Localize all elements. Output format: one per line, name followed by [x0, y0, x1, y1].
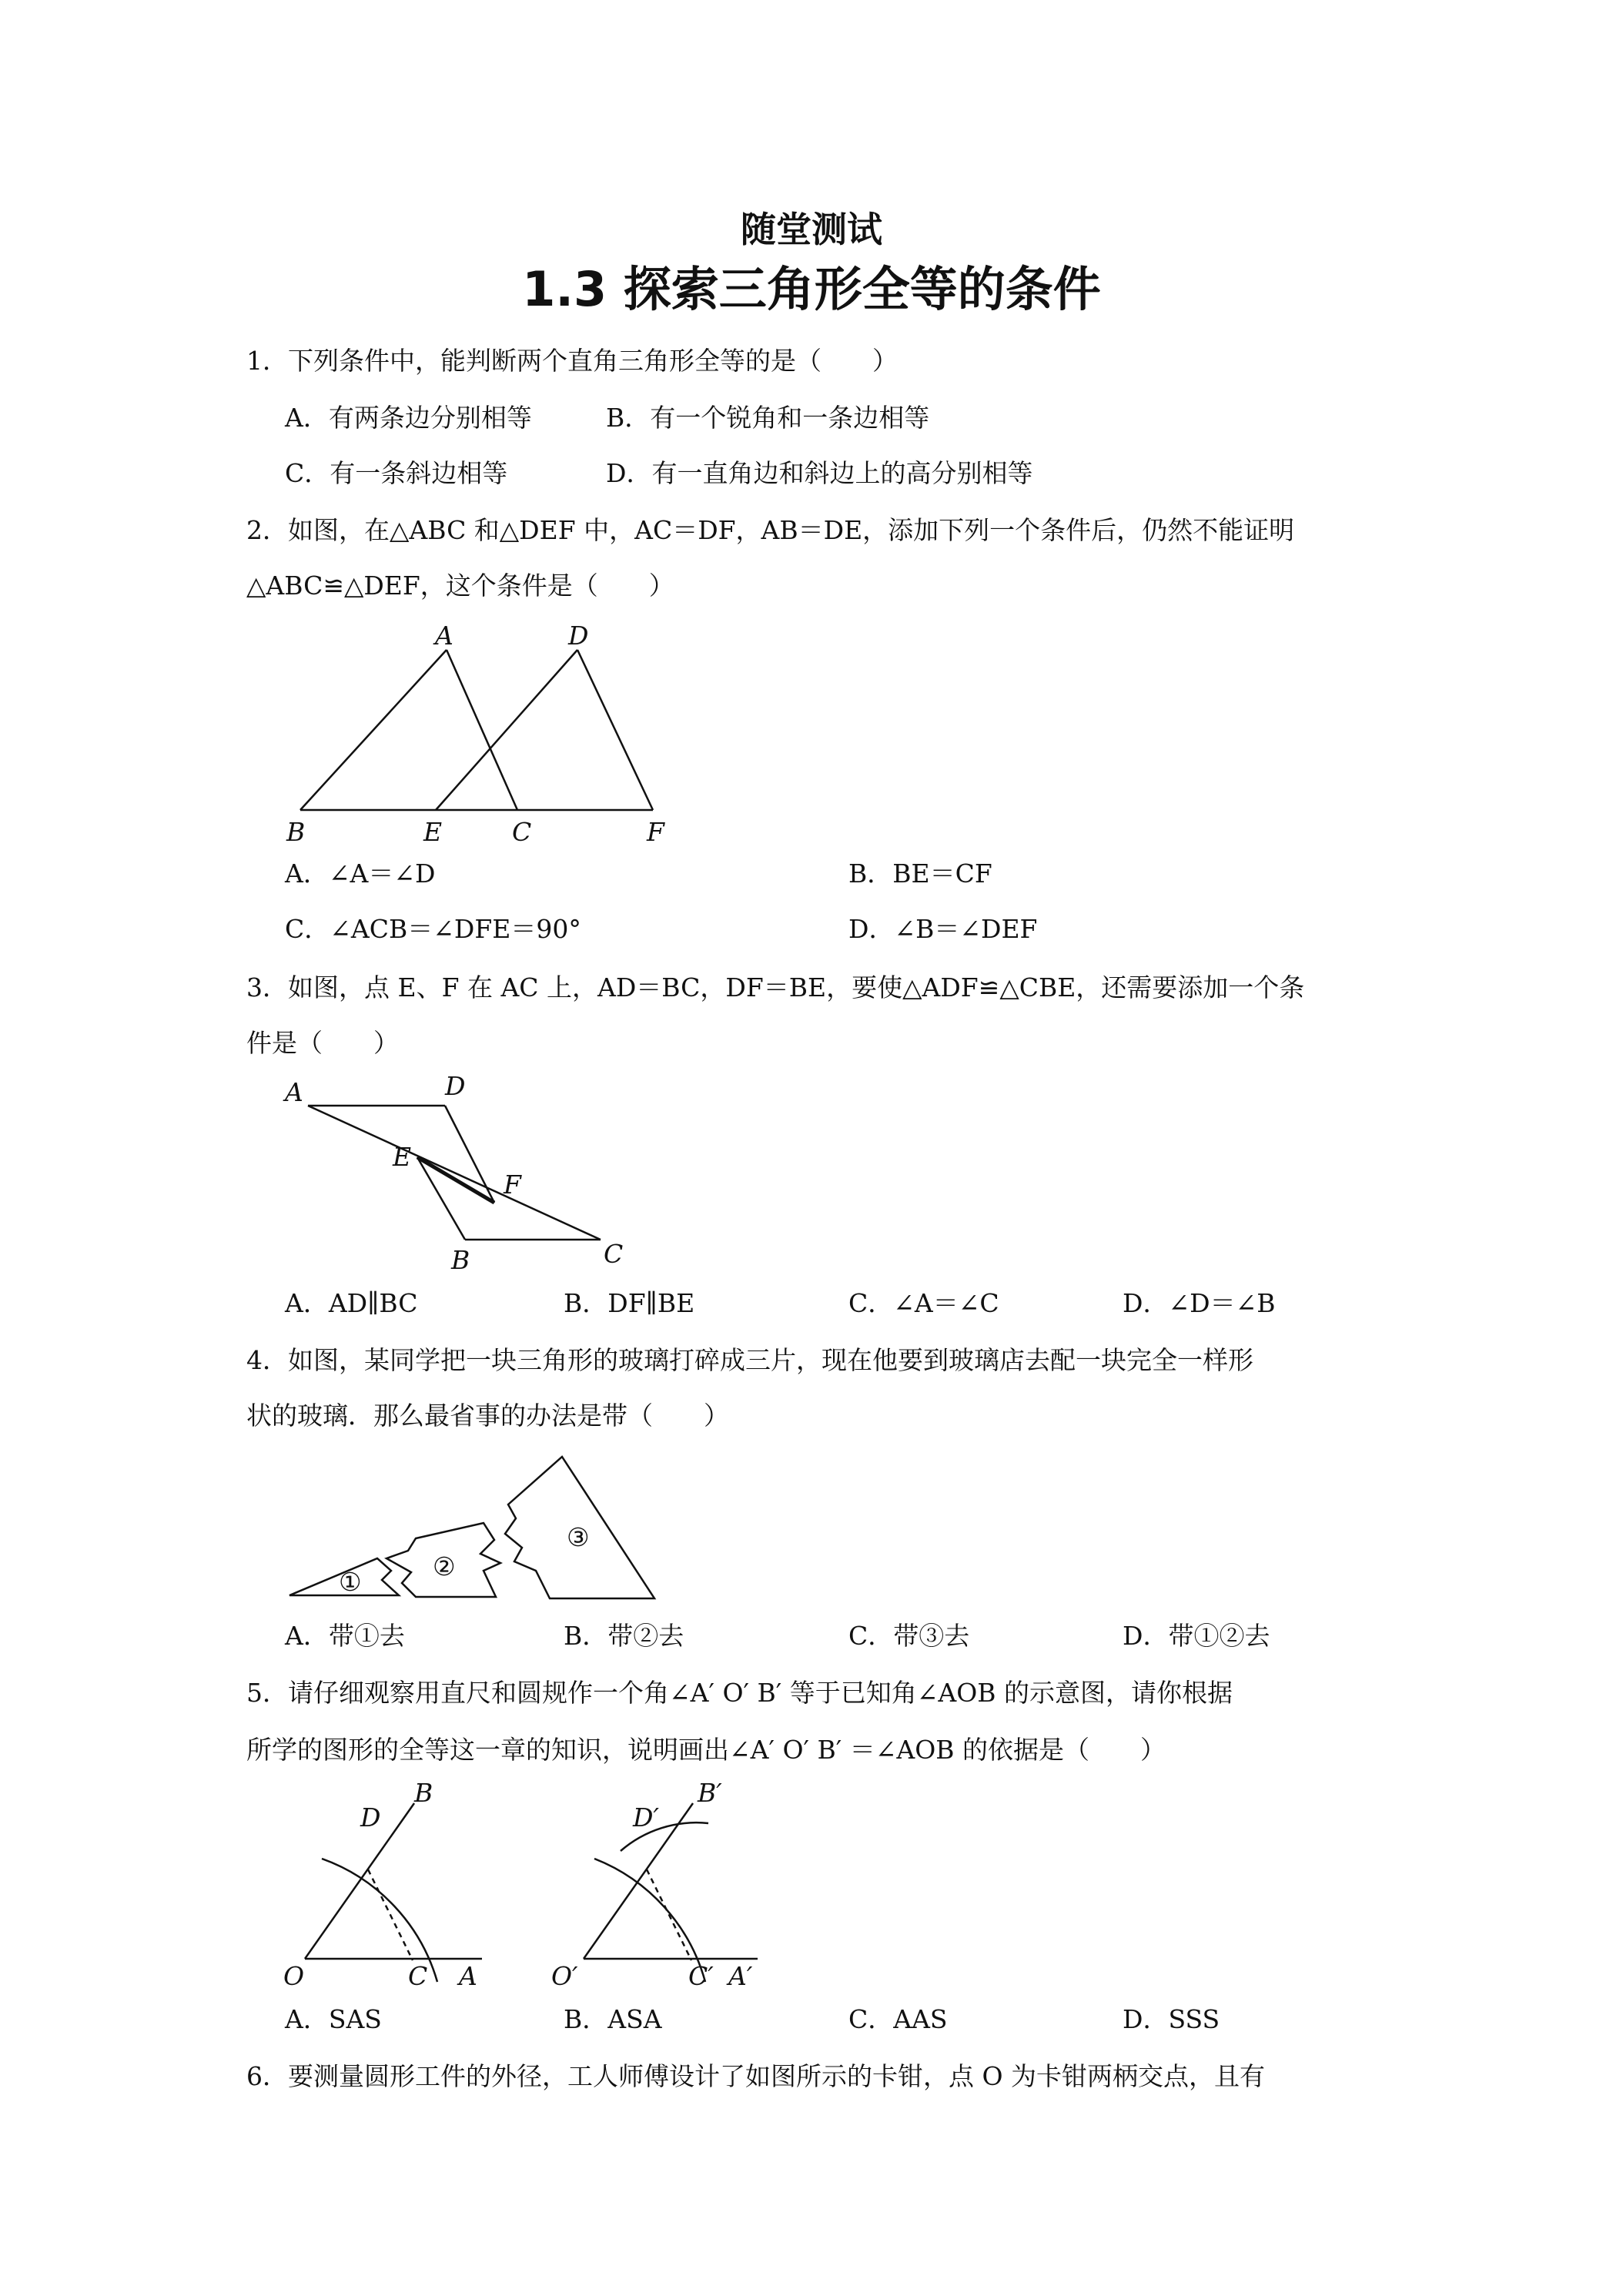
q5-label-b-prime: B′: [698, 1778, 722, 1808]
q2-option-a: A．∠A＝∠D: [285, 858, 436, 889]
q5-label-c: C: [408, 1961, 428, 1991]
q5-stem-line2: 所学的图形的全等这一章的知识，说明画出∠A′ O′ B′ ＝∠AOB 的依据是（ ）: [246, 1735, 1166, 1765]
q1-option-d: D．有一直角边和斜边上的高分别相等: [606, 458, 1033, 488]
q2-option-d: D．∠B＝∠DEF: [848, 914, 1038, 944]
q5-option-d: D．SSS: [1123, 2004, 1220, 2034]
q5-stem-line1: 5．请仔细观察用直尺和圆规作一个角∠A′ O′ B′ 等于已知角∠AOB 的示意图，请你根据: [246, 1678, 1233, 1708]
q5-label-b: B: [414, 1778, 433, 1808]
q5-option-c: C．AAS: [848, 2004, 948, 2034]
q3-stem-line1: 3．如图，点 E、F 在 AC 上，AD＝BC，DF＝BE，要使△ADF≌△CBE，还需要添加一个条: [246, 972, 1305, 1002]
q4-figure: [277, 1448, 678, 1617]
q5-label-o: O: [283, 1961, 305, 1991]
q3-option-d: D．∠D＝∠B: [1123, 1288, 1276, 1318]
page-subtitle: 1.3 探索三角形全等的条件: [522, 261, 1101, 317]
q1-option-b: B．有一个锐角和一条边相等: [606, 403, 930, 433]
q4-option-c: C．带③去: [848, 1621, 970, 1651]
q1-stem: 1．下列条件中，能判断两个直角三角形全等的是（ ）: [246, 346, 898, 376]
q2-option-c: C．∠ACB＝∠DFE＝90°: [285, 914, 581, 944]
q4-option-b: B．带②去: [564, 1621, 684, 1651]
q2-option-b: B．BE＝CF: [848, 858, 992, 889]
q3-label-a: A: [285, 1077, 303, 1107]
q5-figure: [277, 1771, 785, 2002]
q4-label-piece-1: ①: [339, 1567, 362, 1597]
q2-label-d: D: [568, 621, 589, 651]
q5-option-b: B．ASA: [564, 2004, 662, 2034]
q3-label-d: D: [445, 1071, 466, 1101]
q2-label-c: C: [512, 817, 532, 847]
q5-option-a: A．SAS: [285, 2004, 382, 2034]
q2-stem-line1: 2．如图，在△ABC 和△DEF 中，AC＝DF，AB＝DE，添加下列一个条件后，仍然不能证明: [246, 515, 1295, 545]
q3-stem-line2: 件是（ ）: [246, 1028, 399, 1058]
q3-option-c: C．∠A＝∠C: [848, 1288, 999, 1318]
q2-label-e: E: [423, 817, 443, 847]
q5-label-a-prime: A′: [728, 1961, 753, 1991]
page-title: 随堂测试: [741, 209, 882, 250]
q4-stem-line2: 状的玻璃．那么最省事的办法是带（ ）: [246, 1401, 729, 1431]
q3-label-b: B: [451, 1245, 470, 1275]
q2-stem-line2: △ABC≌△DEF，这个条件是（ ）: [246, 571, 674, 601]
q5-label-o-prime: O′: [551, 1961, 578, 1991]
q3-option-a: A．AD∥BC: [285, 1288, 418, 1318]
q3-figure: [277, 1070, 647, 1278]
q3-label-f: F: [504, 1170, 521, 1200]
q6-stem-line1: 6．要测量圆形工件的外径，工人师傅设计了如图所示的卡钳，点 O 为卡钳两柄交点，且有: [246, 2061, 1266, 2091]
q5-label-c-prime: C′: [688, 1961, 714, 1991]
q1-option-a: A．有两条边分别相等: [285, 403, 532, 433]
q2-label-a: A: [435, 621, 453, 651]
q3-label-e: E: [393, 1142, 412, 1172]
q4-label-piece-3: ③: [567, 1522, 590, 1552]
q1-option-c: C．有一条斜边相等: [285, 458, 508, 488]
q5-label-d-prime: D′: [633, 1802, 659, 1832]
q3-label-c: C: [604, 1239, 624, 1269]
q2-label-b: B: [286, 817, 306, 847]
q5-label-d: D: [360, 1802, 381, 1832]
q4-option-d: D．带①②去: [1123, 1621, 1270, 1651]
q4-label-piece-2: ②: [433, 1551, 456, 1581]
q4-stem-line1: 4．如图，某同学把一块三角形的玻璃打碎成三片，现在他要到玻璃店去配一块完全一样形: [246, 1345, 1253, 1375]
q2-label-f: F: [647, 817, 664, 847]
q4-option-a: A．带①去: [285, 1621, 405, 1651]
q2-figure: [277, 616, 708, 847]
q5-label-a: A: [459, 1961, 477, 1991]
q3-option-b: B．DF∥BE: [564, 1288, 695, 1318]
